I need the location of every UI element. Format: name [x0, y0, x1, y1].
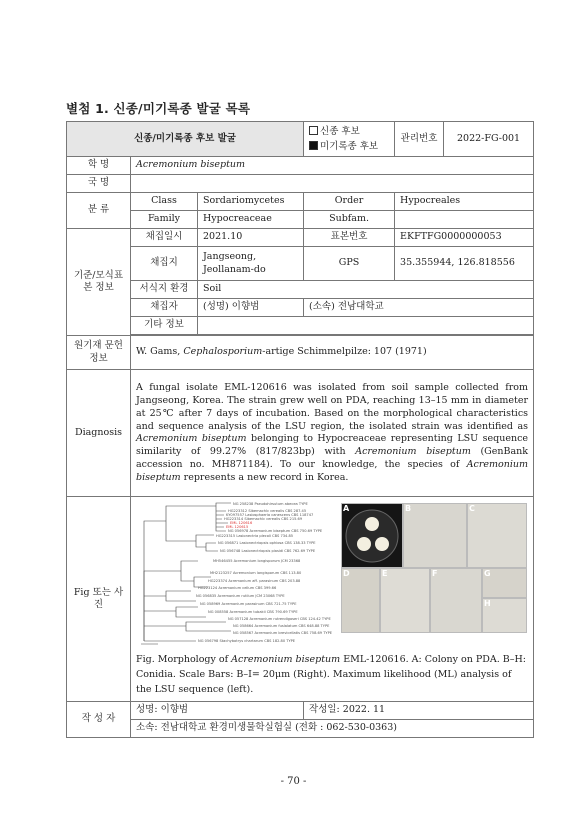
colony-photo-a [341, 503, 403, 568]
svg-text:NG 056835 Acremonium rutilum J: NG 056835 Acremonium rutilum JCM 23068 TYPE [196, 594, 285, 599]
panel-label-g: G [484, 569, 491, 579]
candidate-options [304, 122, 395, 157]
order-label: Order [304, 193, 395, 211]
svg-text:HG223315 Lasionectria plecoli: HG223315 Lasionectria plecoli CBS 734.85 [216, 534, 294, 539]
etc-value [198, 317, 534, 335]
author-name: 성명: 이향범 [131, 702, 304, 720]
svg-text:NG 056978 Acremonium biseptum: NG 056978 Acremonium biseptum CBS 750.69 TYPE [228, 529, 323, 534]
subfam-label: Subfam. [304, 211, 395, 229]
subfam-value [395, 211, 534, 229]
panel-label-h: H [484, 599, 491, 609]
phylogenetic-tree-image [136, 501, 336, 649]
svg-text:NG 057128 Acremonium rutrendig: NG 057128 Acremonium rutrendigoseri CBS 124.42 TYPE [228, 617, 331, 622]
svg-text:EML 120615: EML 120615 [226, 525, 249, 530]
svg-text:HG223312 Sibemachlc cerealis C: HG223312 Sibemachlc cerealis CBS 287.45 [228, 509, 307, 514]
reference-label: 원기재 문헌 정보 [67, 336, 131, 370]
reference-value: W. Gams, Cephalosporium-artige Schimmelpilze: 107 (1971) [131, 336, 534, 370]
svg-text:KY097557 Lasiosphaeria canesce: KY097557 Lasiosphaeria canescens CBS 118747 [226, 513, 314, 518]
author-label: 작 성 자 [67, 702, 131, 738]
conidia-photo-f [430, 568, 482, 633]
svg-text:HG223314 Sibemachlc cerealis C: HG223314 Sibemachlc cerealis CBS 215.69 [224, 517, 303, 522]
date-label: 채집일시 [131, 229, 198, 247]
species-record-table [66, 121, 534, 738]
page-title: 별첨 1. 신종/미기록종 발굴 목록 [66, 101, 251, 116]
svg-text:EML 120616: EML 120616 [230, 521, 253, 526]
class-label: Class [131, 193, 198, 211]
option-unrecorded[interactable]: 미기록종 후보 [309, 139, 389, 154]
site-label: 채집지 [131, 247, 198, 281]
site-value: Jangseong, Jeollanam-do [198, 247, 304, 281]
panel-label-a: A [343, 504, 350, 514]
svg-text:HG223124 Acremonium cellum CBS: HG223124 Acremonium cellum CBS 399.66 [198, 586, 277, 591]
author-date: 작성일: 2022. 11 [304, 702, 534, 720]
svg-text:NG 056748 Lasionectriopsis pia: NG 056748 Lasionectriopsis piasidi CBS 762.69 TYPE [220, 549, 316, 554]
classification-label: 분 류 [67, 193, 131, 229]
svg-text:NG 056871 Lasionectriopsis oph: NG 056871 Lasionectriopsis ophiosa CBS 138.33 TYPE [218, 541, 316, 546]
panel-label-b: B [405, 504, 412, 514]
svg-text:NG 056798 Stachybotrys chartar: NG 056798 Stachybotrys chartarum CBS 182.80 TYPE [198, 639, 296, 644]
svg-text:NG 058664 Acremonium fuslalatu: NG 058664 Acremonium fuslalatum CBS 648.88 TYPE [233, 624, 330, 629]
collector-affil: (소속) 전남대학교 [304, 299, 534, 317]
class-value: Sordariomycetes [198, 193, 304, 211]
panel-label-c: C [469, 504, 475, 514]
specimen-no-value: EKFTFG0000000053 [395, 229, 534, 247]
gps-value: 35.355944, 126.818556 [395, 247, 534, 281]
specimen-no-label: 표본번호 [304, 229, 395, 247]
collector-label: 채집자 [131, 299, 198, 317]
species-label: 학 명 [67, 157, 131, 175]
etc-label: 기타 정보 [131, 317, 198, 335]
conidia-photo-c [467, 503, 527, 568]
specimen-group-label: 기준/모식표본 정보 [67, 229, 131, 336]
korean-name-value [131, 175, 534, 193]
diagnosis-label: Diagnosis [67, 370, 131, 497]
svg-text:HG223374 Acremonium aff. paras: HG223374 Acremonium aff. parasinum CBS 203.88 [208, 579, 301, 584]
mgmt-value: 2022-FG-001 [444, 122, 534, 157]
korean-name-label: 국 명 [67, 175, 131, 193]
petri-dish-icon [342, 504, 402, 567]
svg-text:NG 008558 Acremonium tubakii C: NG 008558 Acremonium tubakii CBS 790.69 TYPE [208, 610, 298, 615]
page-number: - 70 - [280, 776, 307, 787]
figure-cell [131, 497, 534, 702]
diagnosis-text: A fungal isolate EML-120616 was isolated from soil sample collected from Jangseong, Korea. The strain grew well on PDA, reaching 13–15 mm in diameter at 25℃ after 7 days of incubation. Based on the morphological characteristics and sequence analysis of the LSU region, the isolated strain was identified as Acremonium biseptum belonging to Hypocreaceae representing LSU sequence similarity of 99.27% (817/823bp) with Acremonium biseptum (GenBank accession no. MH871184). To our knowledge, the species of Acremonium biseptum represents a new record in Korea. [131, 370, 534, 497]
family-value: Hypocreaceae [198, 211, 304, 229]
conidia-photo-b [403, 503, 467, 568]
svg-text:MH546455 Acremonium longisporu: MH546455 Acremonium longisporum JCM 23368 [213, 559, 301, 564]
figure-label: Fig 또는 사진 [67, 497, 131, 702]
svg-text:NG 058969 Acremonium parasinum: NG 058969 Acremonium parasinum CBS 721.75 TYPE [200, 602, 297, 607]
checkbox-empty-icon [309, 126, 318, 135]
family-label: Family [131, 211, 198, 229]
conidia-photo-e [380, 568, 430, 633]
svg-text:NG 258238 Pseudohirsutum abece: NG 258238 Pseudohirsutum abecea TYPE [233, 502, 308, 507]
option-new[interactable]: 신종 후보 [309, 124, 389, 139]
collector-name: (성명) 이향범 [198, 299, 304, 317]
figure-caption: Fig. Morphology of Acremonium biseptum EML-120616. A: Colony on PDA. B–H: Conidia. Scale Bars: B–I= 20μm (Right). Maximum likelihood (ML) analysis of the LSU sequence (left). [136, 654, 526, 695]
habitat-value: Soil [198, 281, 534, 299]
order-value: Hypocreales [395, 193, 534, 211]
species-value: Acremonium biseptum [131, 157, 534, 175]
discovery-header: 신종/미기록종 후보 발굴 [67, 122, 304, 157]
svg-text:MH2123257 Acremonium longispor: MH2123257 Acremonium longisporum CBS 113.80 [210, 571, 302, 576]
author-affil: 소속: 전남대학교 환경미생물학실험실 (전화 : 062-530-0363) [131, 720, 534, 738]
mgmt-label: 관리번호 [395, 122, 444, 157]
panel-label-f: F [432, 569, 438, 579]
checkbox-filled-icon [309, 141, 318, 150]
date-value: 2021.10 [198, 229, 304, 247]
habitat-label: 서식지 환경 [131, 281, 198, 299]
panel-label-d: D [343, 569, 350, 579]
svg-text:NG 058567 Acremonium brevicell: NG 058567 Acremonium brevicellatis CBS 758.69 TYPE [233, 631, 333, 636]
gps-label: GPS [304, 247, 395, 281]
panel-label-e: E [382, 569, 388, 579]
figure-panel [136, 501, 528, 651]
